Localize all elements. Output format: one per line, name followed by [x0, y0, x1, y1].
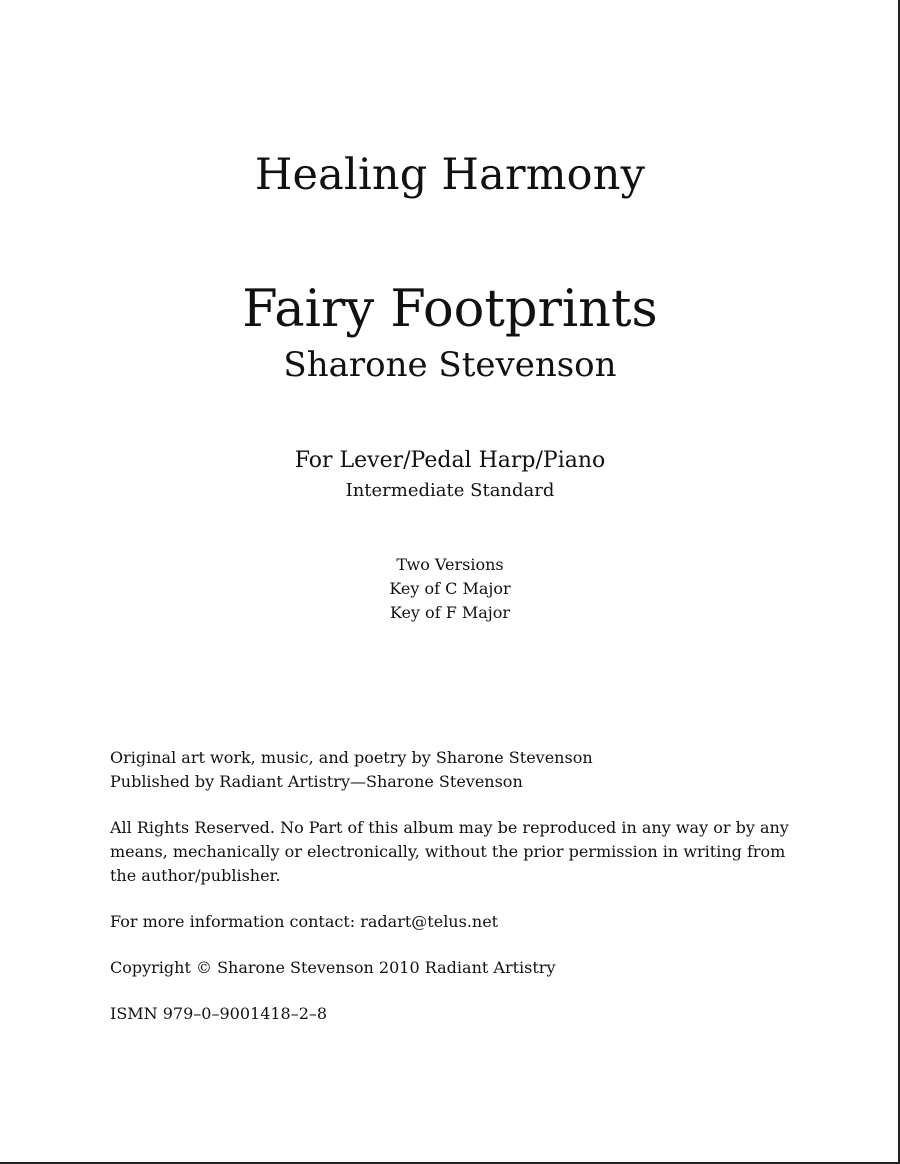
- composer-name: Sharone Stevenson: [283, 345, 617, 385]
- rights-line: the author/publisher.: [110, 866, 281, 885]
- version-item: Key of F Major: [389, 603, 511, 622]
- ismn-number: ISMN 979–0–9001418–2–8: [110, 1004, 328, 1023]
- credits-block: [110, 746, 810, 1026]
- series-title: Healing Harmony: [254, 150, 646, 200]
- publisher-credit: Published by Radiant Artistry—Sharone Stevenson: [110, 772, 523, 791]
- version-item: Key of C Major: [389, 579, 511, 598]
- rights-line: All Rights Reserved. No Part of this album may be reproduced in any way or by any: [110, 818, 789, 837]
- piece-title: Fairy Footprints: [242, 280, 658, 339]
- copyright-notice: Copyright © Sharone Stevenson 2010 Radiant Artistry: [110, 958, 556, 977]
- contact-info: For more information contact: radart@telus.net: [110, 912, 499, 931]
- art-credit: Original art work, music, and poetry by Sharone Stevenson: [110, 748, 593, 767]
- rights-line: means, mechanically or electronically, without the prior permission in writing from: [110, 842, 786, 861]
- instrumentation: For Lever/Pedal Harp/Piano: [294, 448, 606, 473]
- versions-heading: Two Versions: [396, 555, 504, 574]
- difficulty-level: Intermediate Standard: [345, 480, 555, 501]
- versions-block: [0, 553, 900, 625]
